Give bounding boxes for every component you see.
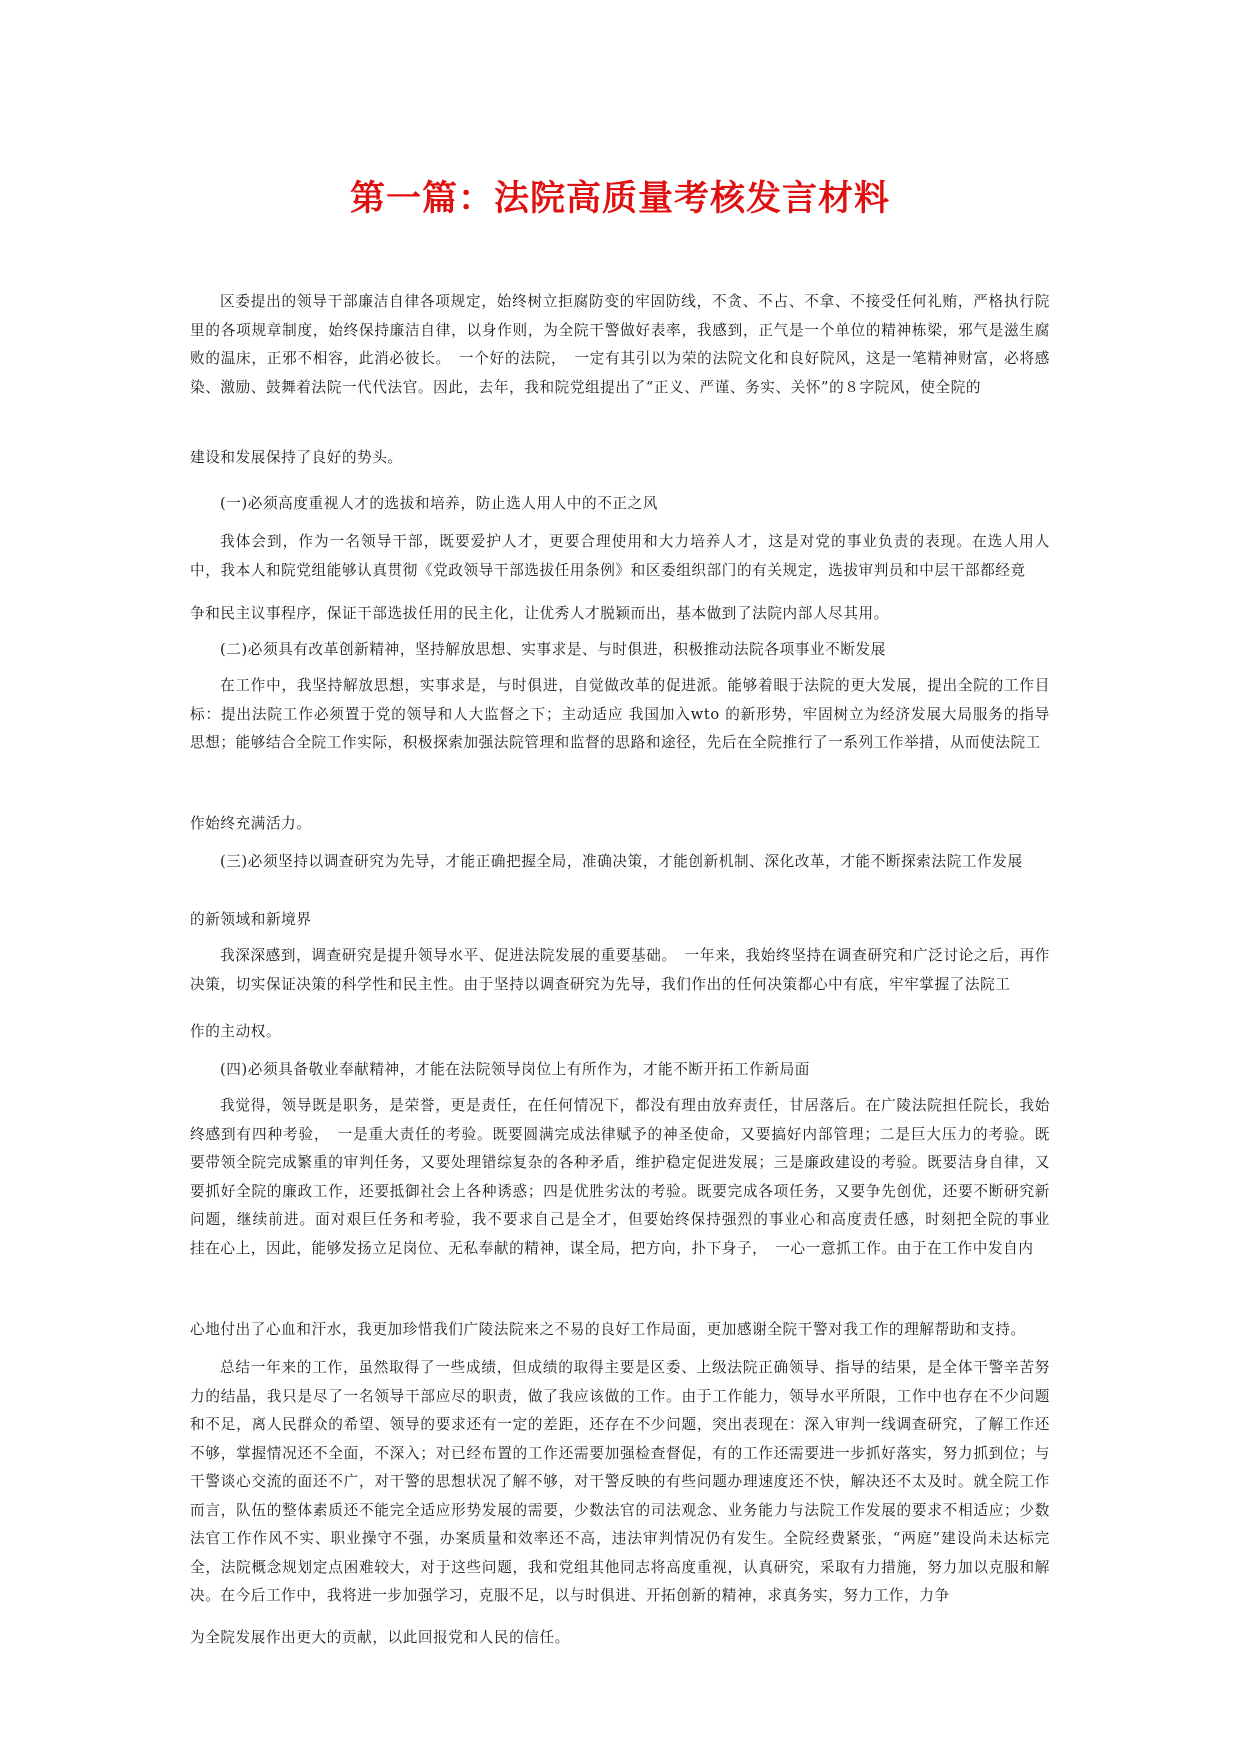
paragraph-3: 在工作中，我坚持解放思想，实事求是，与时俱进，自觉做改革的促进派。能够着眼于法院的更大发展，提出全院的工作目标：提出法院工作必须置于党的领导和人大监督之下；主动适应 我国加入wto 的新形势，牢固树立为经济发展大局服务的指导 思想；能够结合全院工作实际，积极探索加强法院管理和监督的思路和途径，先后在全院推行了一系列工作举措，从而使法院工 xyxy=(190,677,1066,751)
paragraph-6-continuation: 为全院发展作出更大的贡献，以此回报党和人民的信任。 xyxy=(190,1629,570,1646)
document-title: 第一篇：法院高质量考核发言材料 xyxy=(349,178,890,219)
paragraph-4: 我深深感到，调查研究是提升领导水平、促进法院发展的重要基础。 一年来，我始终坚持在调查研究和广泛讨论之后，再作决策，切实保证决策的科学性和民主性。由于坚持以调查研究为先导，我们作出的任何决策都心中有底，牢牢掌握了法院工 xyxy=(190,947,1050,993)
paragraph-1-continuation: 建设和发展保持了良好的势头。 xyxy=(190,449,403,466)
paragraph-3-continuation: 作始终充满活力。 xyxy=(190,815,312,832)
section-heading-2: (二)必须具有改革创新精神，坚持解放思想、实事求是、与时俱进，积极推动法院各项事业不断发展 xyxy=(220,641,886,658)
paragraph-2: 我体会到，作为一名领导干部，既要爱护人才，更要合理使用和大力培养人才，这是对党的事业负责的表现。在选人用人中，我本人和院党组能够认真贯彻《党政领导干部选拔任用条例》和区委组织部门的有关规定，选拔审判员和中层干部都经竟 xyxy=(190,533,1050,579)
paragraph-4-continuation: 作的主动权。 xyxy=(190,1023,282,1040)
paragraph-5: 我觉得，领导既是职务，是荣誉，更是责任，在任何情况下，都没有理由放弃责任，甘居落后。在广陵法院担任院长，我始终感到有四种考验， 一是重大责任的考验。既要圆满完成法律赋予的神圣使命，又要搞好内部管理；二是巨大压力的考验。既 要带领全院完成繁重的审判任务，又要处理错综复杂的各种矛盾，维护稳定促进发展；三是廉政建设的考验。既要洁身自律，又 要抓好全院的廉政工作，还要抵御社会上各种诱惑；四是优胜劣汰的考验。既要完成各项任务，又要争先创优，还要不断研究新 问题，继续前进。面对艰巨任务和考验，我不要求自己是全才，但要始终保持强烈的事业心和高度责任感，时刻把全院的事业 挂在心上，因此，能够发扬立足岗位、无私奉献的精神，谋全局，把方向，扑下身子， 一心一意抓工作。由于在工作中发自内 xyxy=(190,1097,1066,1257)
paragraph-2-continuation: 争和民主议事程序，保证干部选拔任用的民主化，让优秀人才脱颖而出，基本做到了法院内部人尽其用。 xyxy=(190,605,889,622)
section-heading-3-continuation: 的新领域和新境界 xyxy=(190,911,312,928)
paragraph-1: 区委提出的领导干部廉洁自律各项规定，始终树立拒腐防变的牢固防线，不贪、不占、不拿、不接受任何礼贿，严格执行院里的各项规章制度，始终保持廉洁自律，以身作则，为全院干警做好表率，我感到，正气是一个单位的精神栋梁，邪气是滋生腐败的温床，正邪不相容，此消必彼长。 一个好的法院， 一定有其引以为荣的法院文化和良好院风，这是一笔精神财富，必将感染、激励、鼓舞着法院一代代法官。因此，去年，我和院党组提出了“正义、严谨、务实、关怀”的８字院风，使全院的 xyxy=(190,293,1050,396)
paragraph-6: 总结一年来的工作，虽然取得了一些成绩，但成绩的取得主要是区委、上级法院正确领导、指导的结果，是全体干警辛苦努力的结晶，我只是尽了一名领导干部应尽的职责，做了我应该做的工作。由于工作能力，领导水平所限，工作中也存在不少问题和不足，离人民群众的希望、领导的要求还有一定的差距，还存在不少问题，突出表现在：深入审判一线调查研究，了解工作还不够，掌握情况还不全面，不深入；对已经布置的工作还需要加强检查督促，有的工作还需要进一步抓好落实，努力抓到位；与干警谈心交流的面还不广，对干警的思想状况了解不够，对干警反映的有些问题办理速度还不快，解决还不太及时。就全院工作而言，队伍的整体素质还不能完全适应形势发展的需要，少数法官的司法观念、业务能力与法院工作发展的要求不相适应；少数法官工作作风不实、职业操守不强，办案质量和效率还不高，违法审判情况仍有发生。全院经费紧张，“两庭”建设尚未达标完全，法院概念规划定点困难较大，对于这些问题，我和党组其他同志将高度重视，认真研究，采取有力措施，努力加以克服和解决。在今后工作中，我将进一步加强学习，克服不足，以与时俱进、开拓创新的精神，求真务实，努力工作，力争 xyxy=(190,1359,1050,1604)
paragraph-5-continuation: 心地付出了心血和汗水，我更加珍惜我们广陵法院来之不易的良好工作局面，更加感谢全院干警对我工作的理解帮助和支持。 xyxy=(190,1321,1026,1338)
section-heading-1: (一)必须高度重视人才的选拔和培养，防止选人用人中的不正之风 xyxy=(220,495,659,512)
section-heading-3: (三)必须坚持以调查研究为先导，才能正确把握全局，准确决策，才能创新机制、深化改革，才能不断探索法院工作发展 xyxy=(220,853,1023,870)
section-heading-4: (四)必须具备敬业奉献精神，才能在法院领导岗位上有所作为，才能不断开拓工作新局面 xyxy=(220,1061,810,1078)
